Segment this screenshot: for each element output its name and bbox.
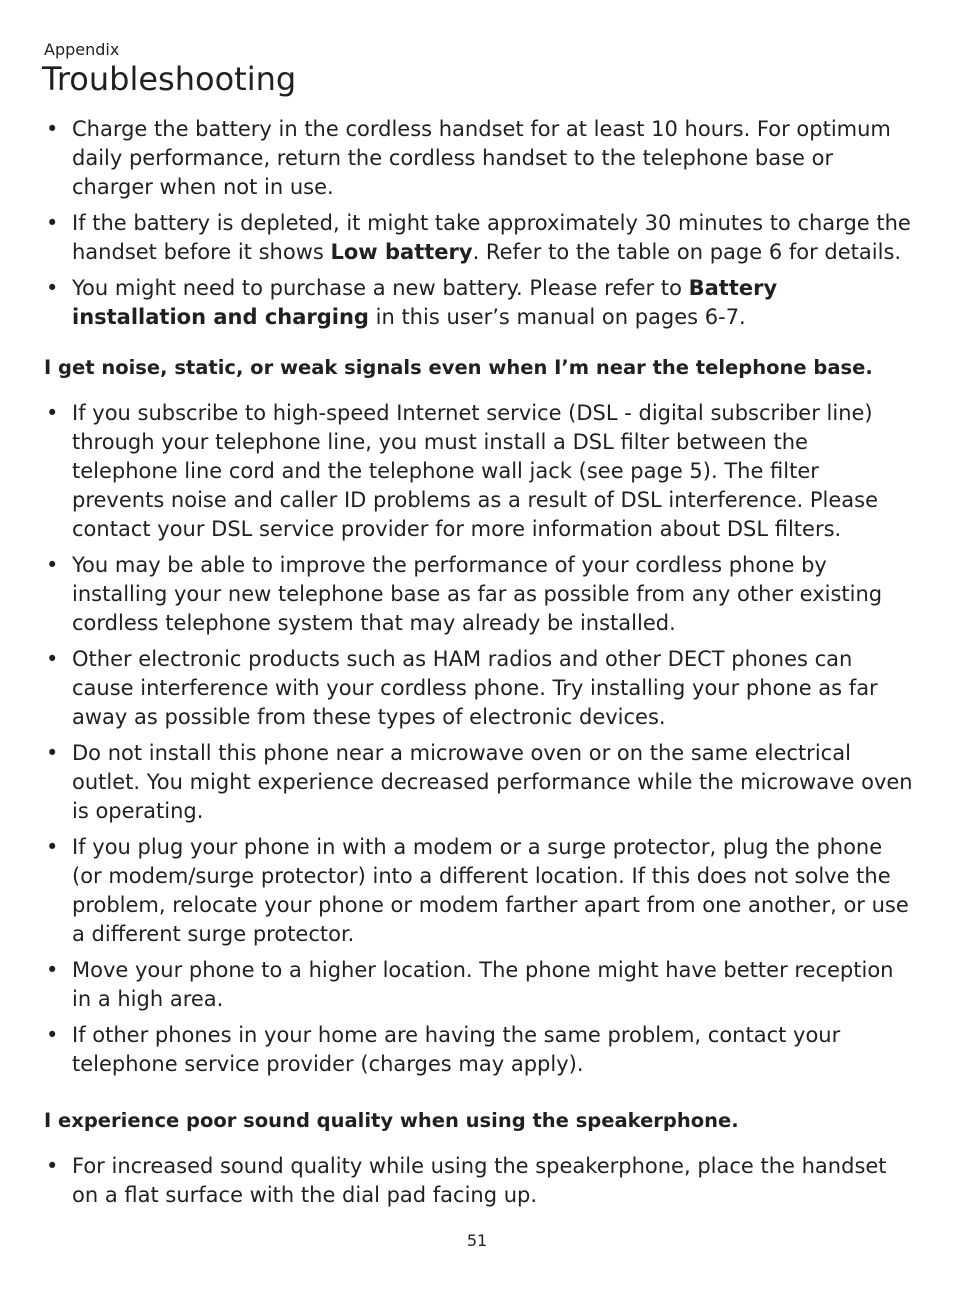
- list-item-text: If other phones in your home are having the same problem, contact your telephone service provider (charges may apply).: [72, 1023, 841, 1076]
- page-content: [44, 115, 914, 1217]
- list-item-text: Other electronic products such as HAM radios and other DECT phones can cause interference with your cordless phone. Try installing your phone as far away as possible from these types of electronic devices.: [72, 647, 878, 729]
- bullet-icon: •: [46, 211, 59, 235]
- bullet-icon: •: [46, 647, 59, 671]
- emphasis-text: Low battery: [330, 240, 473, 264]
- list-item: [44, 645, 914, 732]
- list-item-text: . Refer to the table on page 6 for details.: [472, 240, 902, 264]
- bullet-icon: •: [46, 401, 59, 425]
- bullet-icon: •: [46, 1154, 59, 1178]
- noise-tips-list: [44, 399, 914, 1079]
- list-item-text: If you subscribe to high-speed Internet service (DSL - digital subscriber line) through your telephone line, you must install a DSL filter between the telephone line cord and the telephone wall jack (see page 5). The filter prevents noise and caller ID problems as a result of DSL interference. Please contact your DSL service provider for more information about DSL filters.: [72, 401, 879, 541]
- list-item-text: Charge the battery in the cordless handset for at least 10 hours. For optimum daily performance, return the cordless handset to the telephone base or charger when not in use.: [72, 117, 891, 199]
- list-item-text: Do not install this phone near a microwave oven or on the same electrical outlet. You might experience decreased performance while the microwave oven is operating.: [72, 741, 913, 823]
- list-item: [44, 209, 914, 267]
- list-item-text: If the battery is depleted, it might take approximately 30 minutes to charge the handset before it shows: [72, 211, 911, 264]
- bullet-icon: •: [46, 276, 59, 300]
- list-item: [44, 1152, 914, 1210]
- list-item-text: If you plug your phone in with a modem or a surge protector, plug the phone (or modem/surge protector) into a different location. If this does not solve the problem, relocate your phone or modem farther apart from one another, or use a different surge protector.: [72, 835, 909, 946]
- bullet-icon: •: [46, 958, 59, 982]
- list-item-text: For increased sound quality while using the speakerphone, place the handset on a flat surface with the dial pad facing up.: [72, 1154, 887, 1207]
- bullet-icon: •: [46, 741, 59, 765]
- issue-heading-speakerphone: I experience poor sound quality when using the speakerphone.: [44, 1109, 739, 1132]
- bullet-icon: •: [46, 117, 59, 141]
- list-item: [44, 833, 914, 949]
- list-item: [44, 739, 914, 826]
- page-number: 51: [466, 1231, 488, 1250]
- section-label: Appendix: [44, 40, 120, 59]
- list-item: [44, 399, 914, 544]
- list-item: [44, 1021, 914, 1079]
- page-title: Troubleshooting: [42, 60, 297, 98]
- list-item: [44, 551, 914, 638]
- list-item-text: Move your phone to a higher location. The phone might have better reception in a high area.: [72, 958, 894, 1011]
- list-item-text: You might need to purchase a new battery. Please refer to: [72, 276, 689, 300]
- list-item: [44, 115, 914, 202]
- list-item: [44, 274, 914, 332]
- list-item-text: You may be able to improve the performance of your cordless phone by installing your new telephone base as far as possible from any other existing cordless telephone system that may already be installed.: [72, 553, 883, 635]
- bullet-icon: •: [46, 835, 59, 859]
- emphasis-text: Battery installation and charging: [72, 276, 778, 329]
- speakerphone-tips-list: [44, 1152, 914, 1210]
- bullet-icon: •: [46, 553, 59, 577]
- list-item: [44, 956, 914, 1014]
- battery-tips-list: [44, 115, 914, 332]
- issue-heading-noise: I get noise, static, or weak signals even when I’m near the telephone base.: [44, 356, 873, 379]
- list-item-text: in this user’s manual on pages 6-7.: [368, 305, 746, 329]
- bullet-icon: •: [46, 1023, 59, 1047]
